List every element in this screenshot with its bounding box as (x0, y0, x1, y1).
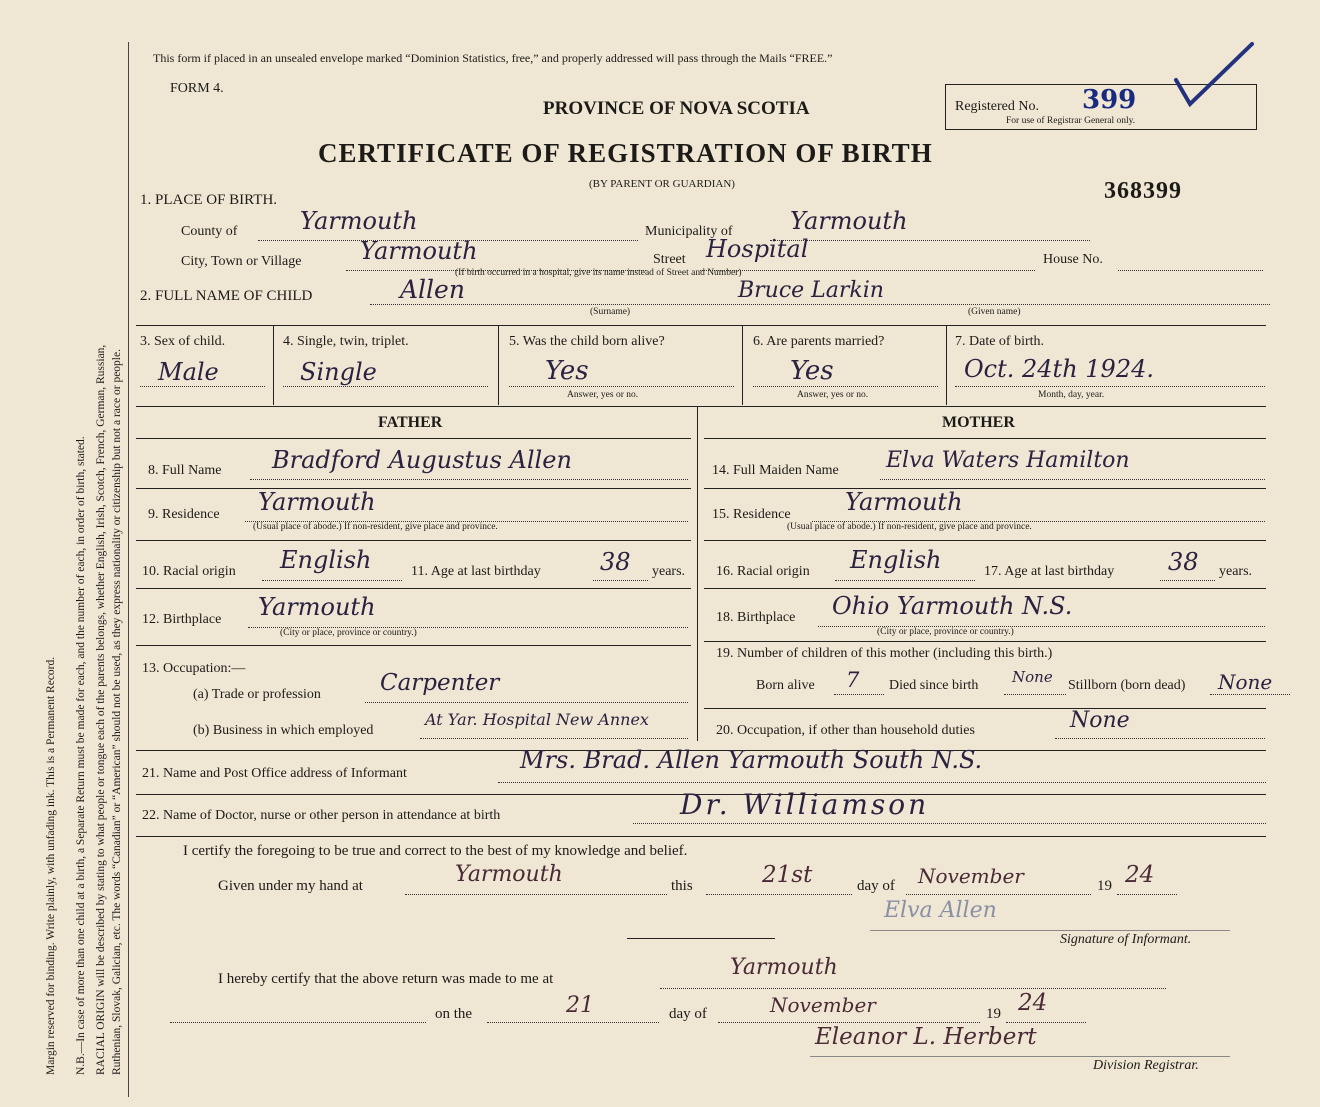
postal-note: This form if placed in an unsealed envelope marked “Dominion Statistics, free,” and properly addressed will pass through the Mails “FREE.” (153, 51, 833, 65)
given-place-value: Yarmouth (455, 862, 563, 887)
father-age-label: 11. Age at last birthday (411, 564, 541, 579)
father-age-value: 38 (600, 548, 631, 576)
born-alive-value: Yes (545, 356, 589, 386)
given-caption: (Given name) (968, 307, 1021, 317)
municipality-label: Municipality of (645, 224, 733, 239)
registrar-caption: Division Registrar. (1093, 1058, 1199, 1073)
father-name-label: 8. Full Name (148, 463, 222, 478)
municipality-value: Yarmouth (790, 207, 908, 235)
father-racial-value: English (280, 546, 372, 574)
father-occupation-label: 13. Occupation:— (142, 661, 246, 676)
on-the-label: on the (435, 1006, 473, 1022)
father-racial-label: 10. Racial origin (142, 564, 236, 579)
child-name-label: 2. FULL NAME OF CHILD (140, 288, 313, 304)
sidebar-line-2: N.B.—In case of more than one child at a birth, a Separate Return must be made for each, and the number of each, in order of birth, stated. (75, 436, 87, 1075)
married-caption: Answer, yes or no. (797, 390, 869, 400)
form-number: FORM 4. (170, 81, 224, 96)
registrar-signature: Eleanor L. Herbert (815, 1024, 1037, 1050)
stillborn-value: None (1218, 670, 1273, 694)
mother-years: years. (1219, 564, 1253, 579)
county-value: Yarmouth (300, 207, 418, 235)
given-under-label: Given under my hand at (218, 878, 363, 894)
given-year-prefix: 19 (1097, 878, 1112, 894)
street-label: Street (653, 252, 686, 267)
parents-married-value: Yes (790, 356, 834, 386)
sex-value: Male (158, 358, 219, 386)
certificate-number: 368399 (1104, 178, 1182, 204)
born-alive-label: 5. Was the child born alive? (509, 334, 665, 349)
alive-caption: Answer, yes or no. (567, 390, 639, 400)
mother-racial-label: 16. Racial origin (716, 564, 810, 579)
date-of-birth-label: 7. Date of birth. (955, 334, 1045, 349)
mother-abode-caption: (Usual place of abode.) If non-resident, give place and province. (787, 522, 1032, 532)
mother-age-label: 17. Age at last birthday (984, 564, 1115, 579)
father-name-value: Bradford Augustus Allen (272, 446, 572, 474)
sidebar-line-3: RACIAL ORIGIN will be described by stating to what people or tongue each of the parents belongs, whether English, Irish, Scotch, French, German, Russian, (95, 344, 107, 1075)
sidebar-line-1: Margin reserved for binding. Write plainly, with unfading ink. This is a Permanent Record. (45, 656, 57, 1075)
father-abode-caption: (Usual place of abode.) If non-resident, give place and province. (253, 522, 498, 532)
mother-occupation-label: 20. Occupation, if other than household duties (716, 723, 975, 738)
mother-city-caption: (City or place, province or country.) (877, 627, 1014, 637)
certificate-title: CERTIFICATE OF REGISTRATION OF BIRTH (318, 138, 933, 168)
mother-name-label: 14. Full Maiden Name (712, 463, 839, 478)
given-year-value: 24 (1125, 862, 1155, 888)
informant-label: 21. Name and Post Office address of Informant (142, 766, 407, 781)
sidebar-line-4: Ruthenian, Slovak, Galician, etc. The words “Canadian” or “American” should not be used, as they express nationality or citizenship but not a race or people. (111, 349, 123, 1075)
registrar-day-value: 21 (566, 993, 594, 1018)
died-since-birth-label: Died since birth (889, 678, 979, 693)
mother-heading: MOTHER (942, 414, 1015, 431)
mother-children-label: 19. Number of children of this mother (including this birth.) (716, 646, 1053, 661)
given-day-of-label: day of (857, 878, 895, 894)
mother-occupation-value: None (1070, 708, 1130, 733)
father-birthplace-value: Yarmouth (258, 593, 376, 621)
city-label: City, Town or Village (181, 254, 302, 269)
father-trade-label: (a) Trade or profession (193, 687, 321, 702)
child-given-value: Bruce Larkin (738, 278, 884, 303)
house-number-label: House No. (1043, 252, 1103, 267)
checkmark-icon (1170, 38, 1260, 110)
born-alive-count-value: 7 (846, 668, 860, 692)
father-city-caption: (City or place, province or country.) (280, 628, 417, 638)
certification-statement: I certify the foregoing to be true and correct to the best of my knowledge and belief. (183, 843, 688, 859)
father-business-label: (b) Business in which employed (193, 723, 374, 738)
father-birthplace-label: 12. Birthplace (142, 612, 222, 627)
mother-age-value: 38 (1168, 548, 1199, 576)
registrar-place-value: Yarmouth (730, 955, 838, 980)
father-years: years. (652, 564, 686, 579)
province-heading: PROVINCE OF NOVA SCOTIA (543, 98, 810, 119)
father-residence-value: Yarmouth (258, 488, 376, 516)
date-of-birth-value: Oct. 24th 1924. (964, 355, 1154, 383)
father-residence-label: 9. Residence (148, 507, 220, 522)
child-surname-value: Allen (400, 275, 465, 304)
hospital-note: (If birth occurred in a hospital, give its name instead of Street and Number) (455, 268, 742, 278)
born-alive-count-label: Born alive (756, 678, 815, 693)
father-heading: FATHER (378, 414, 443, 431)
plurality-value: Single (300, 358, 377, 386)
registered-label: Registered No. (955, 99, 1039, 114)
mother-residence-value: Yarmouth (845, 488, 963, 516)
registered-value: 399 (1082, 85, 1137, 115)
surname-caption: (Surname) (590, 307, 631, 317)
registrar-month-value: November (770, 993, 876, 1017)
mother-birthplace-value: Ohio Yarmouth N.S. (832, 592, 1073, 620)
registrar-year-prefix: 19 (986, 1006, 1001, 1022)
mother-name-value: Elva Waters Hamilton (886, 448, 1130, 473)
doctor-value: Dr. Williamson (680, 788, 930, 821)
mother-racial-value: English (850, 546, 942, 574)
plurality-label: 4. Single, twin, triplet. (283, 334, 409, 349)
certificate-subtitle: (BY PARENT OR GUARDIAN) (589, 178, 735, 190)
given-month-value: November (918, 864, 1024, 888)
county-label: County of (181, 224, 238, 239)
registrar-day-of-label: day of (669, 1006, 707, 1022)
informant-signature-caption: Signature of Informant. (1060, 932, 1192, 947)
father-business-value: At Yar. Hospital New Annex (425, 710, 649, 729)
died-since-birth-value: None (1012, 668, 1053, 686)
father-trade-value: Carpenter (380, 670, 500, 696)
binding-margin (8, 50, 128, 1090)
mother-birthplace-label: 18. Birthplace (716, 610, 796, 625)
this-label: this (671, 878, 693, 894)
given-day-value: 21st (762, 862, 813, 888)
street-value: Hospital (706, 235, 809, 263)
mother-residence-label: 15. Residence (712, 507, 791, 522)
parents-married-label: 6. Are parents married? (753, 334, 885, 349)
registrar-statement: I hereby certify that the above return was made to me at (218, 971, 554, 987)
sex-label: 3. Sex of child. (140, 334, 226, 349)
registrar-note: For use of Registrar General only. (1006, 116, 1136, 126)
registrar-year-value: 24 (1018, 990, 1048, 1016)
informant-value: Mrs. Brad. Allen Yarmouth South N.S. (520, 746, 983, 774)
place-of-birth-label: 1. PLACE OF BIRTH. (140, 192, 278, 208)
doctor-label: 22. Name of Doctor, nurse or other person in attendance at birth (142, 808, 501, 823)
city-value: Yarmouth (360, 237, 478, 265)
dob-caption: Month, day, year. (1038, 390, 1105, 400)
informant-signature: Elva Allen (884, 898, 997, 923)
stillborn-label: Stillborn (born dead) (1068, 678, 1186, 693)
